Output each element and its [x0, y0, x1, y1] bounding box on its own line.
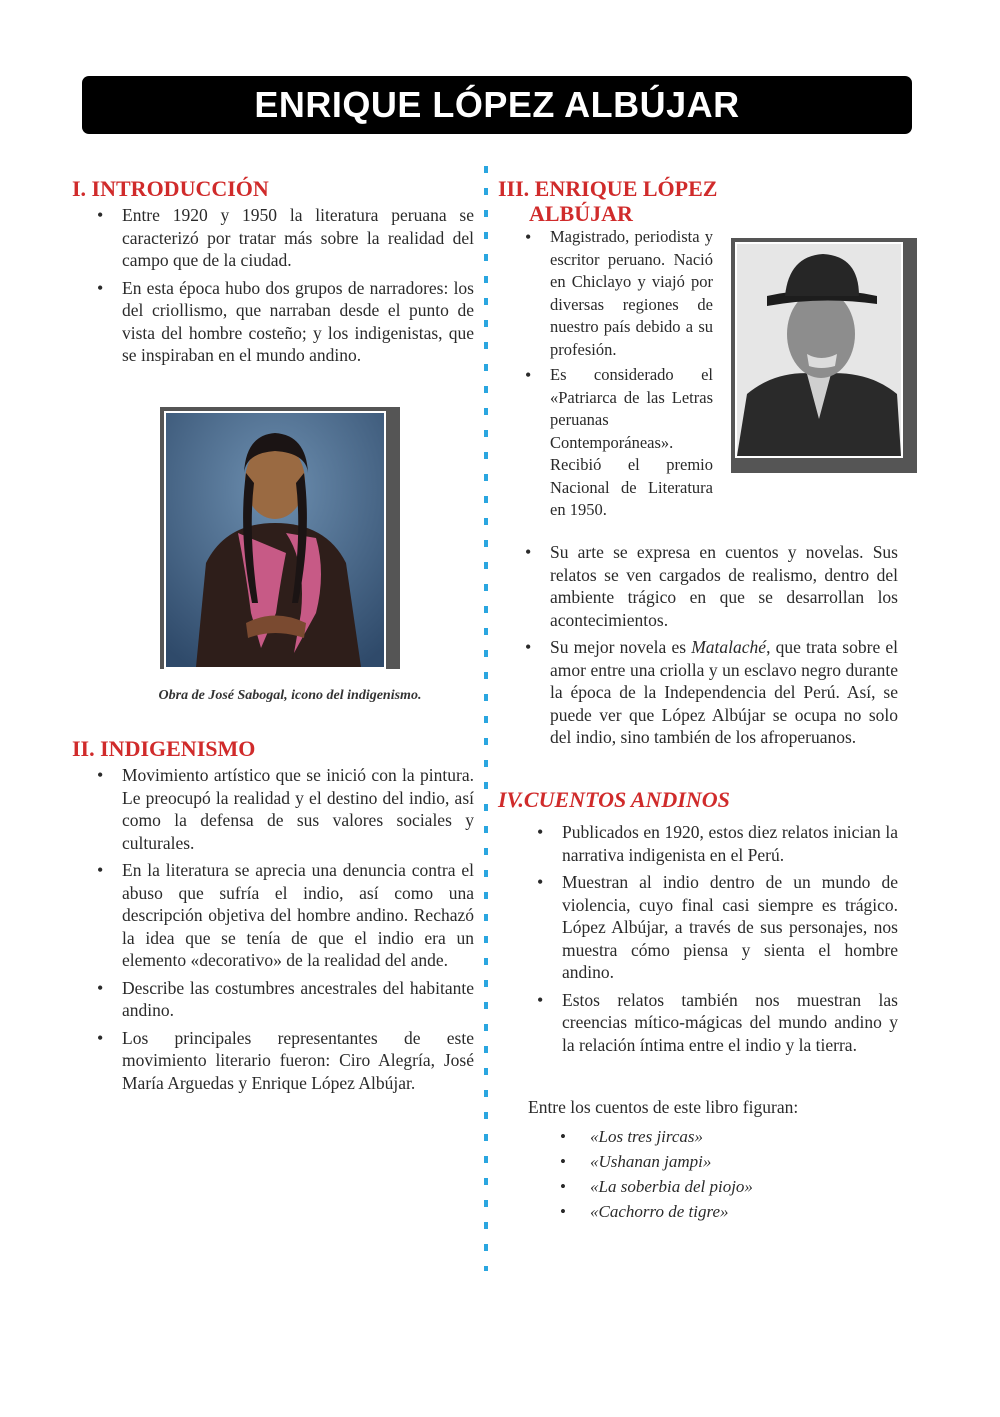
column-divider: [484, 166, 488, 1271]
stories-intro: Entre los cuentos de este libro figuran:: [528, 1097, 799, 1117]
matalache-text-after: , que trata sobre el amor entre una criolla y un esclavo negro durante la época de la Independencia del Perú. Así, se puede ver que López Albújar se ocupa no solo del indio, sino también de los afroperuanos.: [550, 637, 899, 747]
list-item: [522, 636, 898, 749]
list-item: • Describe las costumbres ancestrales del habitante andino.: [94, 977, 474, 1022]
page-title: ENRIQUE LÓPEZ ALBÚJAR: [254, 84, 740, 125]
section-autor-list-narrow: [522, 226, 713, 525]
author-photo-frame: [731, 238, 917, 473]
story-item: • «Ushanan jampi»: [560, 1149, 753, 1174]
list-item: • Movimiento artístico que se inició con la pintura. Le preocupó la realidad y el destino del indio, así como la defensa de sus valores sociales y culturales.: [94, 764, 474, 854]
painting-caption: Obra de José Sabogal, icono del indigenismo.: [158, 688, 422, 703]
sabogal-painting: [164, 411, 386, 669]
list-item: • Su arte se expresa en cuentos y novelas. Sus relatos se ven cargados de realismo, dentro del ambiente trágico en que se desarrollan los acontecimientos.: [522, 541, 898, 631]
section-cuentos-heading: IV.CUENTOS ANDINOS: [498, 787, 730, 812]
section-autor-heading-line2: ALBÚJAR: [529, 201, 633, 226]
novel-title-matalache: Matalaché: [691, 637, 767, 657]
list-item: • Estos relatos también nos muestran las creencias mítico-mágicas del mundo andino y la relación íntima entre el indio y la tierra.: [534, 989, 898, 1057]
section-indigenismo-heading: II. INDIGENISMO: [72, 736, 256, 761]
section-introduccion-heading: I. INTRODUCCIÓN: [72, 176, 269, 201]
title-banner: [82, 76, 912, 134]
author-photo: [735, 242, 903, 458]
list-item: • Los principales representantes de este movimiento literario fueron: Ciro Alegría, José María Arguedas y Enrique López Albújar.: [94, 1027, 474, 1095]
section-indigenismo-list: [94, 764, 474, 1099]
list-item: • Entre 1920 y 1950 la literatura peruana se caracterizó por tratar más sobre la realidad del campo que de la ciudad.: [94, 204, 474, 272]
section-introduccion-list: [94, 204, 474, 372]
story-item: • «Cachorro de tigre»: [560, 1199, 753, 1224]
section-autor-list: [522, 541, 898, 754]
story-item: • «La soberbia del piojo»: [560, 1174, 753, 1199]
list-item: • Es considerado el «Patriarca de las Letras peruanas Contemporáneas». Recibió el premio Nacional de Literatura en 1950.: [522, 364, 713, 522]
sabogal-painting-frame: [160, 407, 400, 669]
section-autor-heading: [498, 176, 717, 226]
list-item: • Magistrado, periodista y escritor peruano. Nació en Chiclayo y viajó por diversas regiones de nuestro país debido a su profesión.: [522, 226, 713, 361]
list-item: • En la literatura se aprecia una denuncia contra el abuso que sufría el indio, así como una descripción objetiva del hombre andino. Rechazó la idea que se tenía de que el indio era un elemento «decorativo» de la realidad del ande.: [94, 859, 474, 972]
list-item: • En esta época hubo dos grupos de narradores: los del criollismo, que narraban desde el punto de vista del hombre costeño; y los indigenistas, que se inspiraban en el mundo andino.: [94, 277, 474, 367]
section-cuentos-list: [534, 821, 898, 1061]
stories-list: [560, 1124, 753, 1224]
list-item: • Muestran al indio dentro de un mundo de violencia, cuyo final casi siempre es trágico. López Albújar, a través de sus personajes, nos muestra cómo piensa y sienta el hombre andino.: [534, 871, 898, 984]
matalache-text-before: Su mejor novela es: [550, 637, 692, 657]
section-autor-heading-line1: III. ENRIQUE LÓPEZ: [498, 176, 718, 201]
list-item: • Publicados en 1920, estos diez relatos inician la narrativa indigenista en el Perú.: [534, 821, 898, 866]
story-item: • «Los tres jircas»: [560, 1124, 753, 1149]
